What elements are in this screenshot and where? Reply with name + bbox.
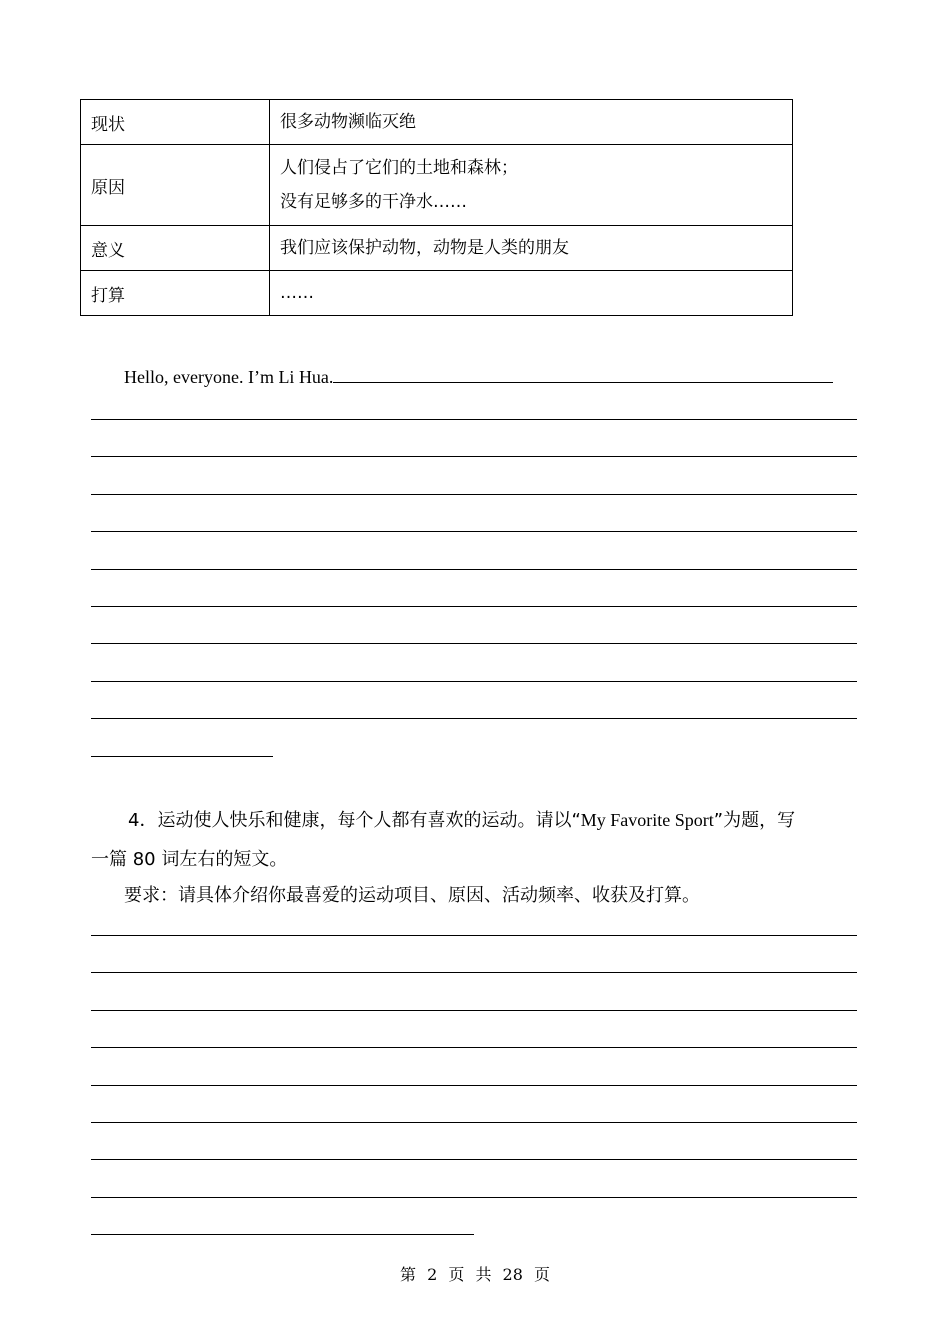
row-value-line: 没有足够多的干净水…… bbox=[280, 192, 467, 212]
answer-line[interactable] bbox=[91, 643, 857, 644]
answer-line[interactable] bbox=[91, 1047, 857, 1048]
question-4-prompt bbox=[91, 806, 857, 832]
answer-line[interactable] bbox=[91, 606, 857, 607]
page-footer: 第 2 页 共 28 页 bbox=[400, 1265, 550, 1284]
row-value-line: …… bbox=[280, 283, 314, 303]
row-value-line: 很多动物濒临灭绝 bbox=[280, 112, 416, 132]
answer-line[interactable] bbox=[91, 456, 857, 457]
answer-line[interactable] bbox=[91, 1197, 857, 1198]
row-value-line: 人们侵占了它们的土地和森林； bbox=[280, 158, 518, 178]
table-row bbox=[81, 145, 793, 226]
info-table bbox=[80, 99, 793, 316]
table-row bbox=[81, 271, 793, 316]
row-key: 现状 bbox=[81, 100, 270, 145]
answer-line[interactable] bbox=[91, 1085, 857, 1086]
answer-line[interactable] bbox=[91, 494, 857, 495]
row-value bbox=[270, 145, 793, 226]
table-row bbox=[81, 226, 793, 271]
answer-line[interactable] bbox=[91, 1010, 857, 1011]
answer-line[interactable] bbox=[91, 419, 857, 420]
answer-line[interactable] bbox=[91, 935, 857, 936]
answer-line[interactable] bbox=[91, 1234, 474, 1235]
row-key: 原因 bbox=[81, 145, 270, 226]
question-title: My Favorite Sport bbox=[580, 810, 714, 830]
row-key: 打算 bbox=[81, 271, 270, 316]
answer-line[interactable] bbox=[91, 1159, 857, 1160]
row-value bbox=[270, 226, 793, 271]
row-value bbox=[270, 271, 793, 316]
answer-line[interactable] bbox=[91, 718, 857, 719]
question-4-requirement: 要求：请具体介绍你最喜爱的运动项目、原因、活动频率、收获及打算。 bbox=[124, 885, 700, 906]
question-text: ”为题，写 bbox=[713, 810, 796, 831]
answer-line[interactable] bbox=[91, 681, 857, 682]
answer-line[interactable] bbox=[91, 756, 273, 757]
question-4-prompt-cont: 一篇 80 词左右的短文。 bbox=[91, 849, 288, 870]
row-key: 意义 bbox=[81, 226, 270, 271]
row-value-line: 我们应该保护动物，动物是人类的朋友 bbox=[280, 238, 569, 258]
question-number: 4． bbox=[128, 810, 158, 831]
answer-line[interactable] bbox=[91, 972, 857, 973]
answer-line[interactable] bbox=[91, 569, 857, 570]
essay-opening-text: Hello, everyone. I’m Li Hua. bbox=[124, 367, 334, 387]
essay-opening bbox=[124, 364, 833, 388]
answer-line[interactable] bbox=[91, 531, 857, 532]
question-text: 运动使人快乐和健康，每个人都有喜欢的运动。请以“ bbox=[157, 810, 581, 831]
answer-blank[interactable] bbox=[333, 364, 833, 383]
row-value bbox=[270, 100, 793, 145]
answer-line[interactable] bbox=[91, 1122, 857, 1123]
table-row bbox=[81, 100, 793, 145]
